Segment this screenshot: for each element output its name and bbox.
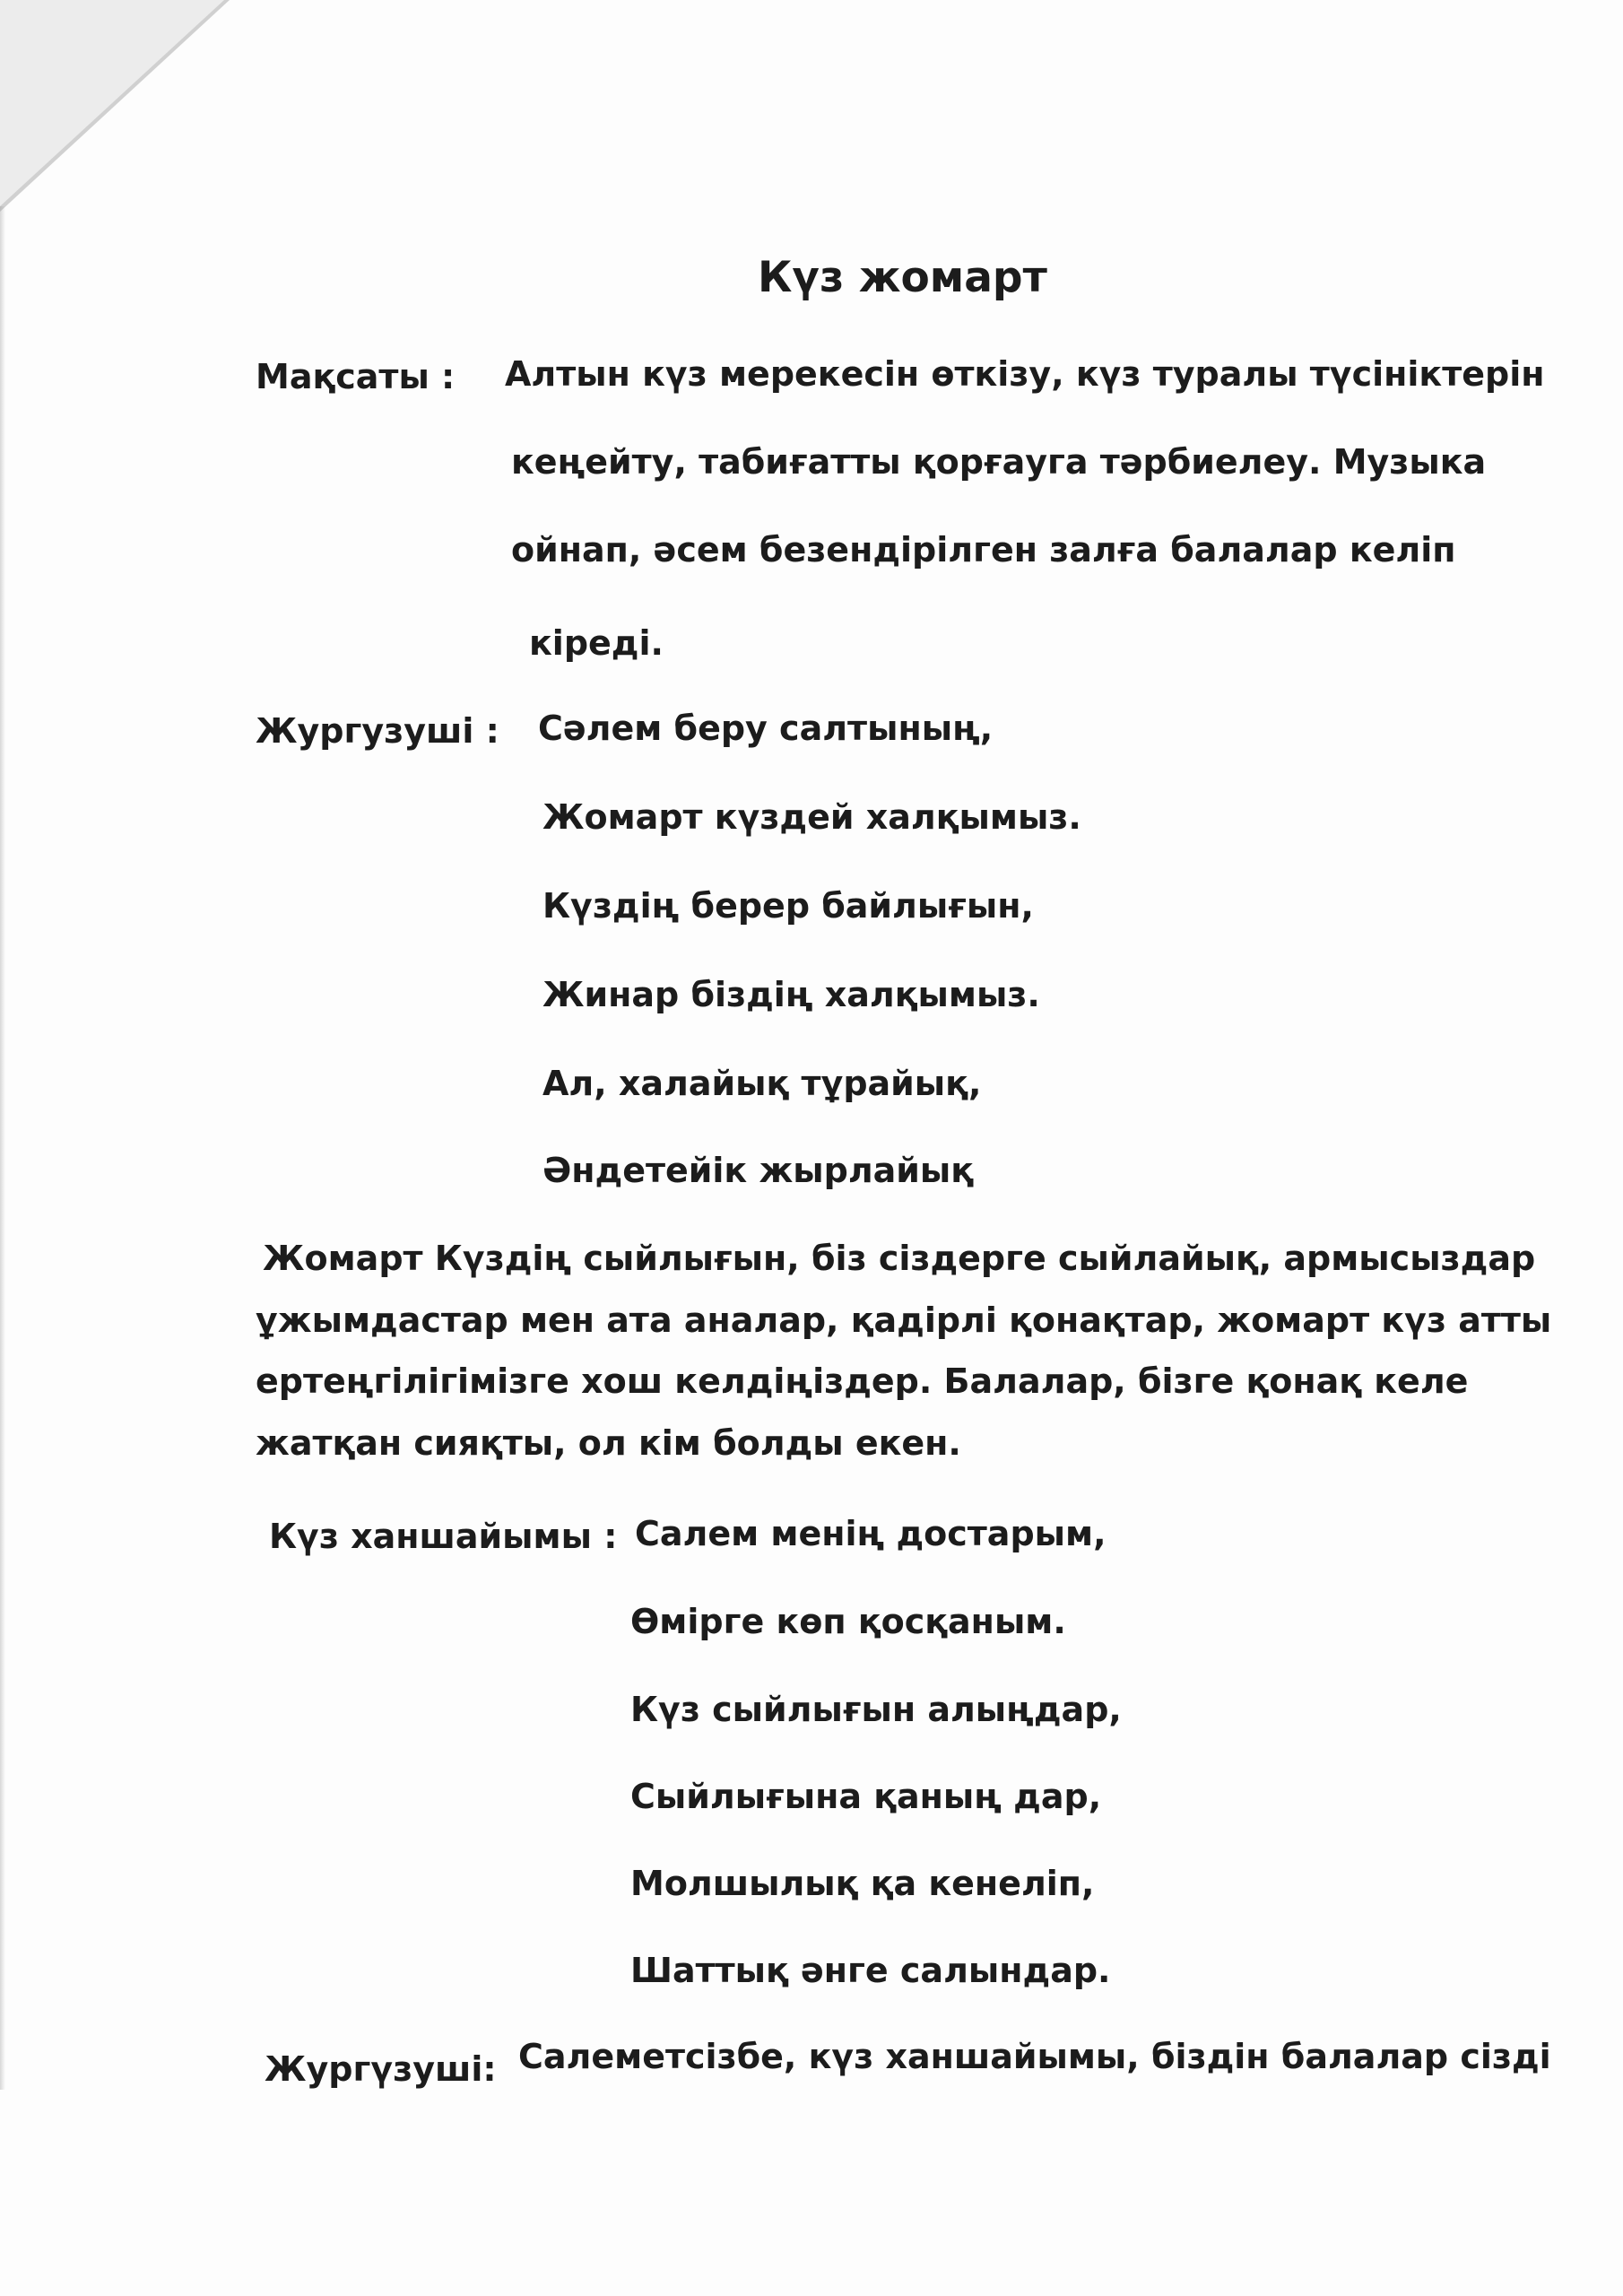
host-verse-line: Жомарт күздей халқымыз.: [542, 797, 1081, 837]
host-verse-line: Ал, халайық тұрайық,: [542, 1064, 982, 1103]
host-verse-line: Күздің берер байлығын,: [542, 886, 1034, 926]
goal-line: Алтын күз мерекесін өткізу, күз туралы түсініктерін: [505, 354, 1545, 394]
goal-line: ойнап, әсем безендірілген залға балалар келіп: [511, 530, 1456, 570]
queen-verse-line: Салем менің достарым,: [635, 1514, 1107, 1553]
host-verse-line: Әндетейік жырлайық: [542, 1151, 975, 1190]
host-verse-line: Сәлем беру салтының,: [538, 709, 994, 748]
goal-label: Мақсаты :: [256, 357, 456, 396]
document-title: Күз жомарт: [758, 253, 1047, 302]
queen-verse-line: Күз сыйлығын алыңдар,: [630, 1690, 1122, 1729]
prose-line: жатқан сияқты, ол кім болды екен.: [256, 1423, 961, 1463]
host-label: Жургүзуші:: [265, 2049, 497, 2089]
host-speech-line: Салеметсізбе, күз ханшайымы, біздін балалар сізді: [518, 2037, 1551, 2076]
prose-line: ұжымдастар мен ата аналар, қадірлі қонақтар, жомарт күз атты: [256, 1300, 1552, 1340]
folded-corner: [0, 0, 224, 206]
queen-verse-line: Шаттық әнге салындар.: [630, 1951, 1111, 1990]
prose-line: ертеңгілігімізге хош келдіңіздер. Балалар, бізге қонақ келе: [256, 1361, 1469, 1401]
goal-line: кіреді.: [529, 623, 664, 663]
queen-verse-line: Өмірге көп қосқаным.: [630, 1602, 1066, 1641]
queen-verse-line: Сыйлығына қаның дар,: [630, 1777, 1102, 1816]
queen-verse-line: Молшылық қа кенеліп,: [630, 1864, 1095, 1903]
page-edge-shadow: [0, 206, 5, 2090]
host-label: Жургузуші :: [256, 711, 499, 751]
queen-label: Күз ханшайымы :: [269, 1517, 618, 1556]
host-verse-line: Жинар біздің халқымыз.: [542, 975, 1040, 1014]
prose-line: Жомарт Күздің сыйлығын, біз сіздерге сыйлайық, армысыздар: [263, 1239, 1536, 1278]
goal-line: кеңейту, табиғатты қорғауга тәрбиелеу. Музыка: [511, 442, 1487, 482]
